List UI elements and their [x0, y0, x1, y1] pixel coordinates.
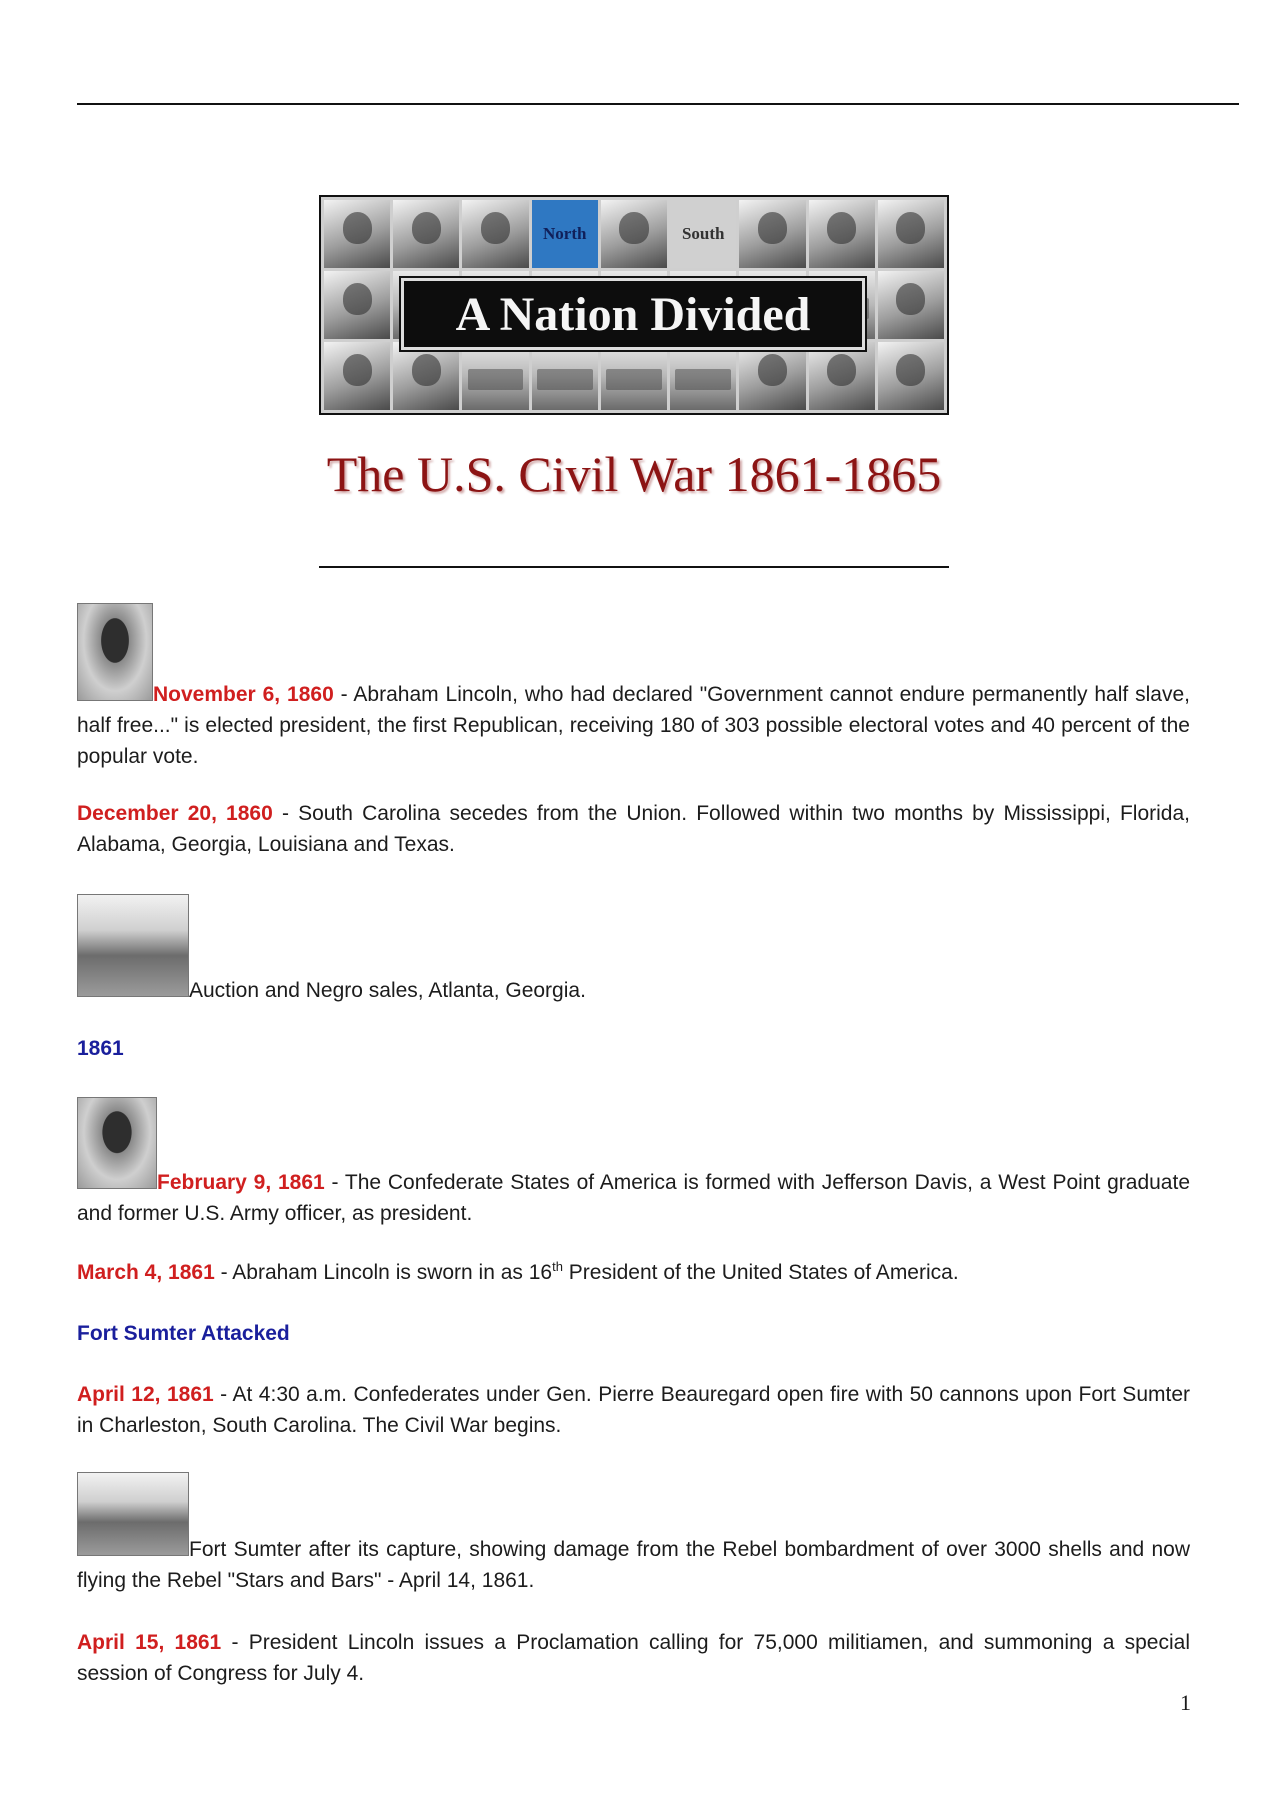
portrait-lee: [739, 200, 805, 268]
caption-text: Auction and Negro sales, Atlanta, Georgia.: [189, 979, 586, 1002]
auction-photo: [77, 894, 189, 997]
portrait-general-1: [878, 200, 944, 268]
ship-image: [462, 342, 528, 410]
north-label: North: [532, 200, 598, 268]
portrait-jackson: [809, 200, 875, 268]
entry-feb-1861: [77, 1097, 1190, 1229]
portrait-davis: [739, 342, 805, 410]
portrait-general-3: [878, 342, 944, 410]
fort-sumter-photo: [77, 1472, 189, 1556]
entry-nov-1860: [77, 603, 1190, 772]
portrait-sheridan: [324, 342, 390, 410]
entry-text-cont: President of the United States of America.: [562, 1261, 959, 1284]
page-number: 1: [1180, 1690, 1191, 1715]
entry-date: April 12, 1861: [77, 1383, 214, 1406]
entry-date: March 4, 1861: [77, 1261, 215, 1284]
title-rule: [319, 566, 949, 568]
sumter-photo-caption: [77, 1472, 1190, 1596]
banner-title: A Nation Divided: [401, 278, 865, 350]
south-label: South: [670, 200, 736, 268]
entry-text: - South Carolina secedes from the Union. Followed within two months by Mississippi, Florida, Alabama, Georgia, Louisiana and Texas.: [77, 802, 1190, 856]
portrait-grant: [462, 200, 528, 268]
entry-apr15-1861: [77, 1627, 1190, 1689]
top-rule: [77, 103, 1239, 105]
ordinal-suffix: th: [552, 1259, 563, 1274]
year-heading-1861: 1861: [77, 1037, 124, 1060]
portrait-mcclellan: [393, 200, 459, 268]
auction-photo-caption: [77, 894, 1190, 1006]
entry-date: December 20, 1860: [77, 802, 273, 825]
jefferson-davis-photo: [77, 1097, 157, 1189]
entry-date: February 9, 1861: [157, 1171, 325, 1194]
entry-text: - At 4:30 a.m. Confederates under Gen. Pierre Beauregard open fire with 50 cannons upon Fort Sumter in Charleston, South Carolina. The Civil War begins.: [77, 1383, 1190, 1437]
entry-date: November 6, 1860: [153, 683, 334, 706]
ruins-image: [670, 342, 736, 410]
entry-dec-1860: [77, 798, 1190, 860]
fort-sumter-heading: Fort Sumter Attacked: [77, 1322, 290, 1345]
entry-apr12-1861: [77, 1379, 1190, 1441]
cannon-image: [532, 342, 598, 410]
entry-text: - President Lincoln issues a Proclamation calling for 75,000 militiamen, and summoning a special session of Congress for July 4.: [77, 1631, 1190, 1685]
portrait-burnside: [324, 271, 390, 339]
entry-mar-1861: [77, 1257, 1190, 1288]
portrait-stuart: [809, 342, 875, 410]
entry-text: - Abraham Lincoln is sworn in as 16: [214, 1261, 553, 1284]
portrait-general-2: [878, 271, 944, 339]
portrait-sherman: [324, 200, 390, 268]
lincoln-photo: [77, 603, 153, 701]
caption-text: Fort Sumter after its capture, showing damage from the Rebel bombardment of over 3000 shells and now flying the Rebel "Stars and Bars" - April 14, 1861.: [77, 1538, 1190, 1592]
nation-divided-banner: [319, 195, 949, 415]
wagon-image: [601, 342, 667, 410]
portrait-lincoln: [601, 200, 667, 268]
entry-text: - Abraham Lincoln, who had declared "Government cannot endure permanently half slave, half free..." is elected president, the first Republican, receiving 180 of 303 possible electoral votes and 40 percent of the popular vote.: [77, 683, 1190, 768]
page-title: The U.S. Civil War 1861-1865: [326, 446, 942, 502]
entry-date: April 15, 1861: [77, 1631, 222, 1654]
entry-text: - The Confederate States of America is formed with Jefferson Davis, a West Point graduate and former U.S. Army officer, as president.: [77, 1171, 1191, 1225]
portrait-douglass: [393, 342, 459, 410]
